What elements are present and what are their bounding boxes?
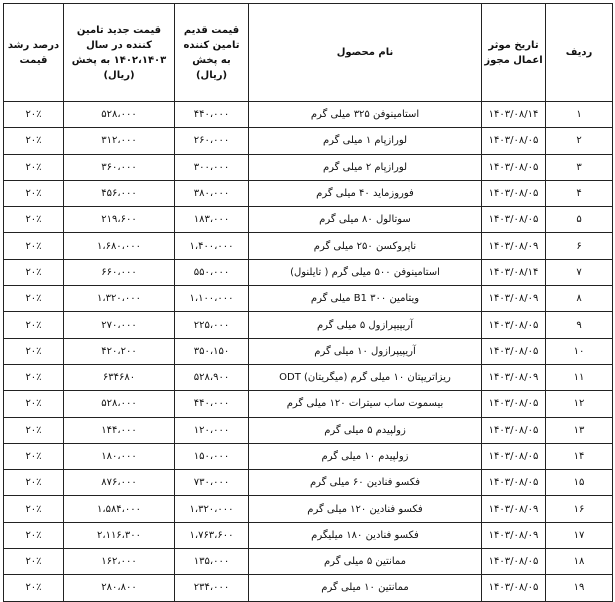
growth-percent-cell: ۲۰٪ [4,233,64,259]
effective-date-cell: ۱۴۰۳/۰۸/۰۵ [482,549,546,575]
price-table-container [3,3,612,602]
effective-date-cell: ۱۴۰۳/۰۸/۰۹ [482,286,546,312]
new-price-cell: ۱،۵۸۴،۰۰۰ [64,496,175,522]
row-number-cell: ۱۳ [546,417,613,443]
product-name-cell: بیسموت ساب سیترات ۱۲۰ میلی گرم [249,391,482,417]
old-price-cell: ۱،۴۰۰،۰۰۰ [175,233,249,259]
product-name-cell: آریپیپرازول ۵ میلی گرم [249,312,482,338]
row-number-cell: ۱۷ [546,522,613,548]
product-name-cell: آریپیپرازول ۱۰ میلی گرم [249,338,482,364]
effective-date-cell: ۱۴۰۳/۰۸/۰۵ [482,154,546,180]
table-row [4,180,613,206]
effective-date-cell: ۱۴۰۳/۰۸/۰۵ [482,443,546,469]
product-name-cell: زولپیدم ۵ میلی گرم [249,417,482,443]
new-price-cell: ۱،۳۲۰،۰۰۰ [64,286,175,312]
header-new-price: قیمت جدید تامین کننده در سال ۱۴۰۲،۱۴۰۳ به پخش (ریال) [64,4,175,102]
new-price-cell: ۱،۶۸۰،۰۰۰ [64,233,175,259]
new-price-cell: ۱۴۴،۰۰۰ [64,417,175,443]
table-row [4,207,613,233]
table-row [4,286,613,312]
old-price-cell: ۴۴۰،۰۰۰ [175,391,249,417]
growth-percent-cell: ۲۰٪ [4,286,64,312]
new-price-cell: ۲۱۹،۶۰۰ [64,207,175,233]
new-price-cell: ۶۶۰،۰۰۰ [64,259,175,285]
table-row [4,154,613,180]
effective-date-cell: ۱۴۰۳/۰۸/۰۵ [482,470,546,496]
effective-date-cell: ۱۴۰۳/۰۸/۰۹ [482,233,546,259]
row-number-cell: ۶ [546,233,613,259]
effective-date-cell: ۱۴۰۳/۰۸/۰۵ [482,417,546,443]
header-old-price: قیمت قدیم تامین کننده به پخش (ریال) [175,4,249,102]
product-name-cell: ناپروکسن ۲۵۰ میلی گرم [249,233,482,259]
growth-percent-cell: ۲۰٪ [4,312,64,338]
row-number-cell: ۲ [546,128,613,154]
old-price-cell: ۳۵۰،۱۵۰ [175,338,249,364]
growth-percent-cell: ۲۰٪ [4,180,64,206]
effective-date-cell: ۱۴۰۳/۰۸/۰۵ [482,128,546,154]
product-name-cell: زولپیدم ۱۰ میلی گرم [249,443,482,469]
growth-percent-cell: ۲۰٪ [4,496,64,522]
table-row [4,364,613,390]
row-number-cell: ۱۲ [546,391,613,417]
old-price-cell: ۵۲۸،۹۰۰ [175,364,249,390]
old-price-cell: ۲۳۴،۰۰۰ [175,575,249,601]
product-name-cell: سوتالول ۸۰ میلی گرم [249,207,482,233]
row-number-cell: ۱ [546,102,613,128]
old-price-cell: ۳۰۰،۰۰۰ [175,154,249,180]
growth-percent-cell: ۲۰٪ [4,549,64,575]
growth-percent-cell: ۲۰٪ [4,128,64,154]
new-price-cell: ۴۲۰،۲۰۰ [64,338,175,364]
old-price-cell: ۱۲۰،۰۰۰ [175,417,249,443]
old-price-cell: ۳۸۰،۰۰۰ [175,180,249,206]
old-price-cell: ۱،۳۲۰،۰۰۰ [175,496,249,522]
new-price-cell: ۱۸۰،۰۰۰ [64,443,175,469]
new-price-cell: ۲،۱۱۶،۳۰۰ [64,522,175,548]
new-price-cell: ۵۲۸،۰۰۰ [64,391,175,417]
old-price-cell: ۱،۱۰۰،۰۰۰ [175,286,249,312]
header-row-number: ردیف [546,4,613,102]
row-number-cell: ۱۶ [546,496,613,522]
old-price-cell: ۵۵۰،۰۰۰ [175,259,249,285]
growth-percent-cell: ۲۰٪ [4,102,64,128]
table-row [4,259,613,285]
new-price-cell: ۲۸۰،۸۰۰ [64,575,175,601]
product-name-cell: لورازپام ۲ میلی گرم [249,154,482,180]
growth-percent-cell: ۲۰٪ [4,443,64,469]
growth-percent-cell: ۲۰٪ [4,364,64,390]
row-number-cell: ۹ [546,312,613,338]
effective-date-cell: ۱۴۰۳/۰۸/۰۹ [482,496,546,522]
new-price-cell: ۸۷۶،۰۰۰ [64,470,175,496]
new-price-cell: ۱۶۲،۰۰۰ [64,549,175,575]
old-price-cell: ۱۸۳،۰۰۰ [175,207,249,233]
effective-date-cell: ۱۴۰۳/۰۸/۱۴ [482,102,546,128]
new-price-cell: ۳۱۲،۰۰۰ [64,128,175,154]
row-number-cell: ۱۵ [546,470,613,496]
old-price-cell: ۲۶۰،۰۰۰ [175,128,249,154]
row-number-cell: ۳ [546,154,613,180]
effective-date-cell: ۱۴۰۳/۰۸/۰۵ [482,575,546,601]
growth-percent-cell: ۲۰٪ [4,470,64,496]
growth-percent-cell: ۲۰٪ [4,417,64,443]
product-name-cell: استامینوفن ۵۰۰ میلی گرم ( تایلنول) [249,259,482,285]
product-name-cell: استامینوفن ۳۲۵ میلی گرم [249,102,482,128]
product-name-cell: فوروزماید ۴۰ میلی گرم [249,180,482,206]
row-number-cell: ۴ [546,180,613,206]
effective-date-cell: ۱۴۰۳/۰۸/۰۵ [482,207,546,233]
old-price-cell: ۱۳۵،۰۰۰ [175,549,249,575]
effective-date-cell: ۱۴۰۳/۰۸/۰۹ [482,364,546,390]
row-number-cell: ۱۱ [546,364,613,390]
growth-percent-cell: ۲۰٪ [4,391,64,417]
growth-percent-cell: ۲۰٪ [4,207,64,233]
old-price-cell: ۲۲۵،۰۰۰ [175,312,249,338]
table-row [4,549,613,575]
new-price-cell: ۲۷۰،۰۰۰ [64,312,175,338]
table-row [4,470,613,496]
table-row [4,338,613,364]
growth-percent-cell: ۲۰٪ [4,575,64,601]
row-number-cell: ۱۸ [546,549,613,575]
table-row [4,522,613,548]
row-number-cell: ۸ [546,286,613,312]
drug-price-table [3,3,613,602]
product-name-cell: ممانتین ۱۰ میلی گرم [249,575,482,601]
old-price-cell: ۱،۷۶۳،۶۰۰ [175,522,249,548]
row-number-cell: ۱۴ [546,443,613,469]
new-price-cell: ۵۲۸،۰۰۰ [64,102,175,128]
row-number-cell: ۵ [546,207,613,233]
table-row [4,443,613,469]
product-name-cell: ریزاتریپتان ۱۰ میلی گرم (میگریتان) ODT [249,364,482,390]
old-price-cell: ۷۳۰،۰۰۰ [175,470,249,496]
new-price-cell: ۴۵۶،۰۰۰ [64,180,175,206]
effective-date-cell: ۱۴۰۳/۰۸/۰۵ [482,312,546,338]
table-row [4,128,613,154]
new-price-cell: ۶۳۴۶۸۰ [64,364,175,390]
table-row [4,102,613,128]
growth-percent-cell: ۲۰٪ [4,338,64,364]
effective-date-cell: ۱۴۰۳/۰۸/۰۵ [482,180,546,206]
product-name-cell: فکسو فنادین ۱۲۰ میلی گرم [249,496,482,522]
table-row [4,391,613,417]
growth-percent-cell: ۲۰٪ [4,154,64,180]
product-name-cell: لورازپام ۱ میلی گرم [249,128,482,154]
growth-percent-cell: ۲۰٪ [4,259,64,285]
table-header-row [4,4,613,102]
table-row [4,496,613,522]
table-row [4,575,613,601]
header-effective-date: تاریخ موثر اعمال مجوز [482,4,546,102]
effective-date-cell: ۱۴۰۳/۰۸/۰۵ [482,338,546,364]
header-growth-percent: درصد رشد قیمت [4,4,64,102]
effective-date-cell: ۱۴۰۳/۰۸/۱۴ [482,259,546,285]
header-product-name: نام محصول [249,4,482,102]
table-row [4,312,613,338]
row-number-cell: ۱۰ [546,338,613,364]
row-number-cell: ۱۹ [546,575,613,601]
row-number-cell: ۷ [546,259,613,285]
table-body [4,102,613,602]
growth-percent-cell: ۲۰٪ [4,522,64,548]
table-row [4,417,613,443]
product-name-cell: فکسو فنادین ۱۸۰ میلیگرم [249,522,482,548]
product-name-cell: فکسو فنادین ۶۰ میلی گرم [249,470,482,496]
old-price-cell: ۱۵۰،۰۰۰ [175,443,249,469]
product-name-cell: ویتامین B1 ۳۰۰ میلی گرم [249,286,482,312]
effective-date-cell: ۱۴۰۳/۰۸/۰۹ [482,522,546,548]
effective-date-cell: ۱۴۰۳/۰۸/۰۵ [482,391,546,417]
table-row [4,233,613,259]
new-price-cell: ۳۶۰،۰۰۰ [64,154,175,180]
old-price-cell: ۴۴۰،۰۰۰ [175,102,249,128]
product-name-cell: ممانتین ۵ میلی گرم [249,549,482,575]
